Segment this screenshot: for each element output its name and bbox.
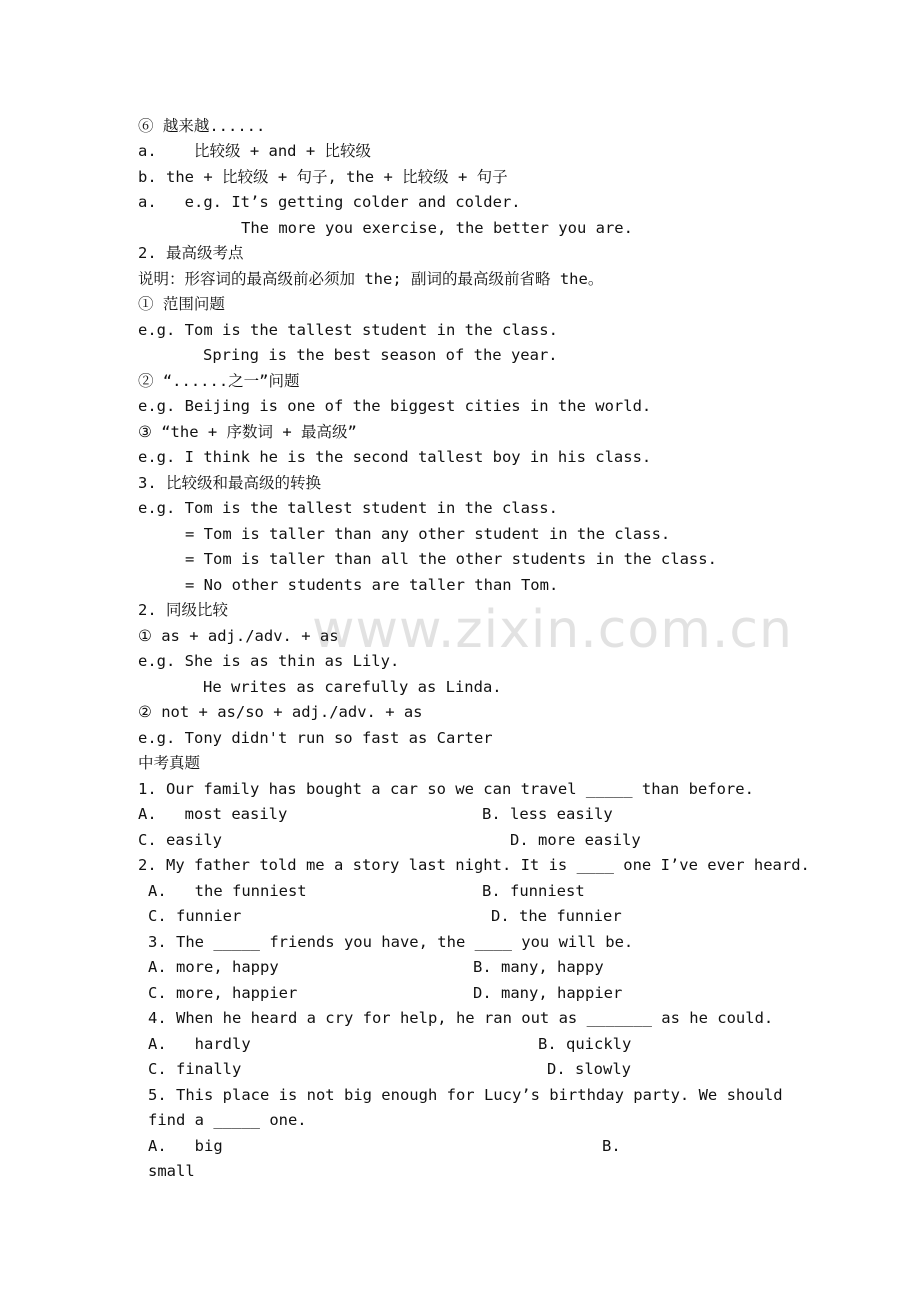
option-b: B. funniest (482, 882, 585, 900)
subheading: ② “......之一”问题 (138, 372, 300, 390)
section-heading: 2. 同级比较 (138, 601, 228, 619)
option-d: D. the funnier (491, 907, 622, 925)
example-line: He writes as carefully as Linda. (203, 678, 502, 696)
example-line: = Tom is taller than any other student in the class. (185, 525, 671, 543)
watermark: www.zixin.com.cn (312, 600, 793, 660)
example-line: The more you exercise, the better you are. (241, 219, 633, 237)
example-line: e.g. She is as thin as Lily. (138, 652, 400, 670)
option-a: A. most easily (138, 805, 288, 823)
rule-a: a. 比较级 + and + 比较级 (138, 142, 371, 160)
option-c: C. finally (148, 1060, 242, 1078)
question-1: 1. Our family has bought a car so we can travel _____ than before. (138, 780, 754, 798)
subheading: ① 范围问题 (138, 295, 225, 313)
option-d: D. many, happier (473, 984, 623, 1002)
option-c: C. more, happier (148, 984, 298, 1002)
item-6-heading: ⑥ 越来越...... (138, 117, 266, 135)
option-b-text: small (148, 1162, 195, 1180)
question-5: 5. This place is not big enough for Lucy’s birthday party. We should (148, 1086, 783, 1104)
question-5-cont: find a _____ one. (148, 1111, 307, 1129)
option-a: A. big (148, 1137, 223, 1155)
option-b: B. many, happy (473, 958, 604, 976)
subheading: ② not + as/so + adj./adv. + as (138, 703, 423, 721)
exam-heading: 中考真题 (138, 754, 201, 772)
option-d: D. slowly (547, 1060, 631, 1078)
rule-b: b. the + 比较级 + 句子, the + 比较级 + 句子 (138, 168, 508, 186)
option-d: D. more easily (510, 831, 641, 849)
option-c: C. funnier (148, 907, 242, 925)
example-line: e.g. Beijing is one of the biggest cities in the world. (138, 397, 652, 415)
option-b: B. (602, 1137, 621, 1155)
example-line: a. e.g. It’s getting colder and colder. (138, 193, 521, 211)
example-line: e.g. Tom is the tallest student in the class. (138, 321, 558, 339)
option-a: A. more, happy (148, 958, 279, 976)
section-heading: 3. 比较级和最高级的转换 (138, 474, 321, 492)
example-line: e.g. Tony didn't run so fast as Carter (138, 729, 493, 747)
example-line: = Tom is taller than all the other students in the class. (185, 550, 717, 568)
option-c: C. easily (138, 831, 222, 849)
subheading: ① as + adj./adv. + as (138, 627, 339, 645)
note-line: 说明：形容词的最高级前必须加 the; 副词的最高级前省略 the。 (138, 270, 604, 288)
example-line: = No other students are taller than Tom. (185, 576, 559, 594)
example-line: e.g. Tom is the tallest student in the class. (138, 499, 558, 517)
section-heading: 2. 最高级考点 (138, 244, 244, 262)
option-b: B. less easily (482, 805, 613, 823)
example-line: Spring is the best season of the year. (203, 346, 558, 364)
option-a: A. hardly (148, 1035, 251, 1053)
example-line: e.g. I think he is the second tallest boy in his class. (138, 448, 652, 466)
question-2: 2. My father told me a story last night. It is ____ one I’ve ever heard. (138, 856, 810, 874)
question-3: 3. The _____ friends you have, the ____ you will be. (148, 933, 634, 951)
subheading: ③ “the + 序数词 + 最高级” (138, 423, 357, 441)
question-4: 4. When he heard a cry for help, he ran out as _______ as he could. (148, 1009, 774, 1027)
option-b: B. quickly (538, 1035, 632, 1053)
option-a: A. the funniest (148, 882, 307, 900)
